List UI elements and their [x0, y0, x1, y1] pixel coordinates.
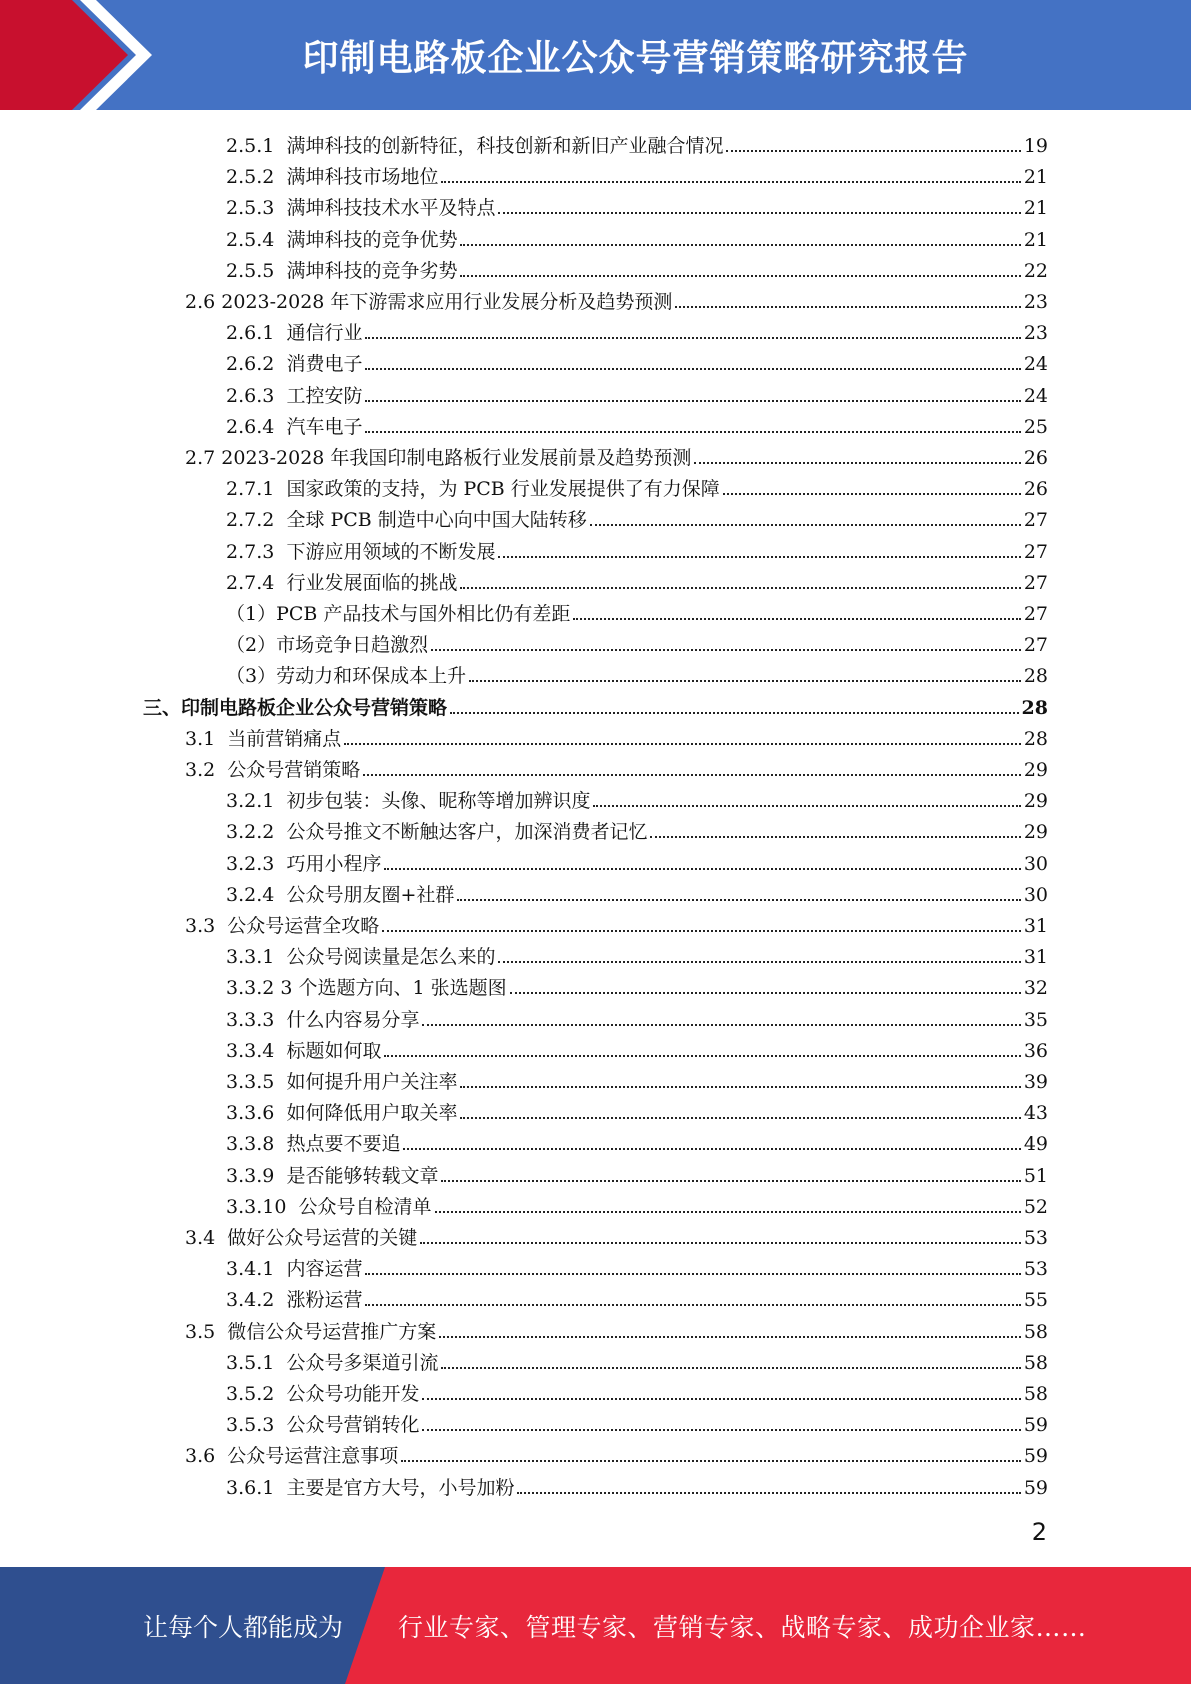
toc-entry-title: 什么内容易分享: [286, 1008, 420, 1031]
toc-entry-page: 27: [1023, 540, 1048, 563]
toc-entry[interactable]: [226, 501, 1048, 532]
toc-entry-title: 微信公众号运营推广方案: [227, 1320, 437, 1343]
toc-entry-title: 印制电路板企业公众号营销策略: [181, 696, 448, 719]
toc-entry[interactable]: [226, 314, 1048, 345]
toc-entry-number: 3.1: [185, 727, 228, 750]
toc-entry-title: 初步包装：头像、昵称等增加辨识度: [286, 790, 591, 813]
toc-entry[interactable]: [226, 127, 1048, 158]
toc-entry-number: 三、: [143, 696, 182, 719]
toc-dot-leader: [675, 305, 1020, 308]
toc-entry-title: 下游应用领域的不断发展: [286, 540, 496, 563]
toc-entry-page: 55: [1023, 1289, 1048, 1312]
toc-dot-leader: [498, 960, 1020, 963]
toc-entry-number: 3.5.3: [226, 1414, 287, 1437]
toc-entry-page: 59: [1023, 1476, 1048, 1499]
toc-entry-number: 3.3.3: [226, 1008, 287, 1031]
toc-entry-number: （2）: [226, 634, 277, 657]
toc-entry-title: 汽车电子: [286, 415, 363, 438]
toc-entry[interactable]: [226, 1469, 1048, 1500]
toc-entry-page: 27: [1023, 603, 1048, 625]
toc-entry-number: （1）: [226, 603, 277, 625]
toc-entry-number: 2.5.5: [226, 259, 287, 282]
toc-dot-leader: [498, 555, 1020, 558]
page-header: [0, 0, 1191, 110]
toc-entry-page: 27: [1023, 509, 1048, 532]
toc-entry[interactable]: [226, 595, 1048, 626]
toc-entry[interactable]: [185, 720, 1048, 751]
toc-entry-number: 3.5: [185, 1320, 228, 1343]
toc-entry-number: 2.6.3: [226, 384, 287, 407]
toc-entry-number: 3.2.1: [226, 790, 287, 813]
toc-entry-page: 28: [1021, 696, 1048, 719]
toc-entry[interactable]: [226, 564, 1048, 595]
toc-entry-page: 58: [1023, 1351, 1048, 1374]
toc-entry-page: 24: [1023, 353, 1048, 376]
toc-dot-leader: [401, 1459, 1021, 1462]
toc-entry-page: 25: [1023, 415, 1048, 438]
toc-entry-number: 2.7.3: [226, 540, 287, 563]
toc-entry-title: 劳动力和环保成本上升: [276, 665, 467, 688]
toc-entry-page: 53: [1023, 1258, 1048, 1281]
toc-dot-leader: [590, 523, 1021, 526]
toc-entry[interactable]: [226, 1125, 1048, 1156]
toc-dot-leader: [384, 867, 1020, 870]
toc-entry-page: 30: [1023, 883, 1048, 906]
toc-entry-title: 当前营销痛点: [227, 727, 342, 750]
toc-dot-leader: [460, 243, 1020, 246]
toc-dot-leader: [363, 773, 1021, 776]
toc-entry-number: 3.6: [185, 1445, 228, 1468]
toc-entry-number: 3.4.1: [226, 1258, 287, 1281]
toc-dot-leader: [344, 742, 1021, 745]
toc-entry-number: 2.5.1: [226, 135, 287, 157]
toc-entry-page: 35: [1023, 1008, 1048, 1031]
toc-entry[interactable]: [226, 189, 1048, 220]
toc-dot-leader: [460, 1085, 1020, 1088]
toc-entry-title: 3 个选题方向、1 张选题图: [280, 977, 507, 1000]
toc-entry[interactable]: [226, 657, 1048, 688]
toc-dot-leader: [365, 367, 1020, 370]
toc-entry[interactable]: [226, 1375, 1048, 1406]
toc-dot-leader: [510, 991, 1021, 994]
toc-entry-title: 涨粉运营: [286, 1289, 363, 1312]
toc-entry-title: 热点要不要追: [286, 1133, 401, 1156]
toc-dot-leader: [460, 1116, 1020, 1119]
toc-entry-number: 2.5.4: [226, 228, 287, 251]
toc-entry-number: 3.3: [185, 915, 228, 937]
toc-entry-title: 满坤科技技术水平及特点: [286, 197, 496, 220]
toc-entry[interactable]: [226, 845, 1048, 876]
toc-dot-leader: [441, 1366, 1020, 1369]
toc-dot-leader: [422, 1397, 1020, 1400]
toc-entry[interactable]: [226, 813, 1048, 844]
toc-entry-number: 3.2.2: [226, 821, 287, 844]
toc-entry[interactable]: [226, 1250, 1048, 1281]
toc-entry-title: 行业发展面临的挑战: [286, 571, 458, 594]
toc-entry-number: 3.5.2: [226, 1383, 287, 1405]
toc-entry-page: 19: [1023, 135, 1048, 157]
toc-entry-title: 如何提升用户关注率: [286, 1071, 458, 1093]
toc-entry[interactable]: [226, 158, 1048, 189]
toc-entry[interactable]: [185, 1437, 1048, 1468]
toc-entry[interactable]: [226, 470, 1048, 501]
toc-entry-title: PCB 产品技术与国外相比仍有差距: [276, 603, 571, 625]
toc-entry-title: 做好公众号运营的关键: [227, 1227, 418, 1249]
toc-dot-leader: [460, 274, 1020, 277]
toc-entry[interactable]: [185, 439, 1048, 470]
toc-entry-page: 28: [1023, 665, 1048, 688]
toc-entry-page: 29: [1023, 759, 1048, 781]
toc-entry-number: 3.5.1: [226, 1351, 287, 1374]
toc-entry-number: 3.4: [185, 1227, 228, 1249]
toc-entry-number: （3）: [226, 665, 277, 688]
footer-slogan-left: 让每个人都能成为: [143, 1612, 344, 1642]
toc-dot-leader: [422, 1023, 1020, 1026]
toc-entry-page: 26: [1023, 447, 1048, 469]
toc-entry[interactable]: [226, 1001, 1048, 1032]
toc-dot-leader: [441, 180, 1020, 183]
toc-entry[interactable]: [226, 1094, 1048, 1125]
toc-entry-number: 3.3.4: [226, 1039, 287, 1062]
toc-entry-page: 29: [1023, 790, 1048, 813]
toc-entry-title: 如何降低用户取关率: [286, 1102, 458, 1125]
toc-dot-leader: [723, 492, 1021, 495]
toc-entry-page: 53: [1023, 1227, 1048, 1249]
toc-entry-number: 3.6.1: [226, 1476, 287, 1499]
toc-entry[interactable]: [226, 1188, 1048, 1219]
toc-entry-title: 巧用小程序: [286, 852, 382, 875]
toc-entry[interactable]: [226, 626, 1048, 657]
toc-dot-leader: [384, 1054, 1020, 1057]
toc-dot-leader: [422, 1428, 1020, 1431]
toc-entry-number: 2.7: [185, 447, 222, 469]
toc-entry-title: 消费电子: [286, 353, 363, 376]
toc-dot-leader: [365, 399, 1020, 402]
toc-entry[interactable]: [226, 1032, 1048, 1063]
toc-entry-number: 2.7.2: [226, 509, 287, 532]
toc-dot-leader: [431, 648, 1021, 651]
toc-dot-leader: [382, 929, 1021, 932]
toc-entry-title: 公众号推文不断触达客户，加深消费者记忆: [286, 821, 648, 844]
toc-entry-number: 2.6.2: [226, 353, 287, 376]
toc-dot-leader: [573, 617, 1020, 620]
toc-dot-leader: [420, 1241, 1021, 1244]
toc-dot-leader: [517, 1491, 1020, 1494]
toc-entry-title: 公众号阅读量是怎么来的: [286, 946, 496, 969]
toc-entry-number: 2.6: [185, 291, 222, 313]
page-footer: [0, 1567, 1191, 1684]
toc-entry-title: 公众号多渠道引流: [286, 1351, 439, 1374]
toc-entry-number: 3.3.2: [226, 977, 281, 1000]
toc-entry-title: 通信行业: [286, 322, 363, 345]
toc-entry-page: 27: [1023, 634, 1048, 657]
toc-entry[interactable]: [226, 1281, 1048, 1312]
toc-dot-leader: [694, 461, 1020, 464]
toc-dot-leader: [726, 149, 1020, 152]
toc-entry[interactable]: [185, 751, 1048, 782]
toc-dot-leader: [441, 1179, 1020, 1182]
toc-entry[interactable]: [226, 533, 1048, 564]
toc-entry[interactable]: [226, 969, 1048, 1000]
toc-entry-title: 满坤科技的创新特征，科技创新和新旧产业融合情况: [286, 135, 724, 157]
toc-entry-page: 21: [1023, 228, 1048, 251]
toc-entry-title: 满坤科技的竞争优势: [286, 228, 458, 251]
toc-dot-leader: [435, 1210, 1021, 1213]
toc-entry[interactable]: [226, 408, 1048, 439]
toc-entry-title: 2023-2028 年我国印制电路板行业发展前景及趋势预测: [221, 447, 692, 469]
toc-entry-page: 22: [1023, 259, 1048, 282]
toc-entry-number: 3.2: [185, 759, 228, 781]
toc-entry-number: 2.7.4: [226, 571, 287, 594]
toc-entry-number: 3.2.3: [226, 852, 287, 875]
toc-entry-title: 公众号自检清单: [298, 1195, 432, 1218]
toc-entry-page: 30: [1023, 852, 1048, 875]
toc-entry-title: 满坤科技市场地位: [286, 166, 439, 189]
toc-entry[interactable]: [185, 907, 1048, 938]
toc-entry-page: 59: [1023, 1445, 1048, 1468]
toc-entry-title: 2023-2028 年下游需求应用行业发展分析及趋势预测: [221, 291, 673, 313]
toc-entry-title: 公众号运营全攻略: [227, 915, 380, 937]
toc-entry[interactable]: [185, 283, 1048, 314]
toc-entry-number: 3.3.6: [226, 1102, 287, 1125]
toc-entry-page: 49: [1023, 1133, 1048, 1156]
toc-entry-number: 2.5.3: [226, 197, 287, 220]
toc-entry-number: 2.6.1: [226, 322, 287, 345]
toc-entry-page: 29: [1023, 821, 1048, 844]
toc-dot-leader: [650, 835, 1020, 838]
toc-entry-page: 39: [1023, 1071, 1048, 1093]
toc-entry-page: 24: [1023, 384, 1048, 407]
toc-dot-leader: [457, 898, 1020, 901]
toc-entry-number: 2.6.4: [226, 415, 287, 438]
toc-entry[interactable]: [226, 345, 1048, 376]
toc-entry-page: 23: [1023, 322, 1048, 345]
toc-entry-title: 内容运营: [286, 1258, 363, 1281]
toc-entry[interactable]: [226, 1406, 1048, 1437]
toc-entry-title: 市场竞争日趋激烈: [276, 634, 429, 657]
toc-entry[interactable]: [185, 1219, 1048, 1250]
toc-dot-leader: [450, 711, 1019, 714]
report-title: 印制电路板企业公众号营销策略研究报告: [302, 37, 969, 79]
toc-entry[interactable]: [226, 377, 1048, 408]
toc-entry-page: 32: [1023, 977, 1048, 1000]
toc-entry-page: 43: [1023, 1102, 1048, 1125]
toc-entry[interactable]: [185, 1313, 1048, 1344]
toc-entry-page: 23: [1023, 291, 1048, 313]
toc-entry[interactable]: [226, 1063, 1048, 1094]
toc-dot-leader: [365, 1272, 1020, 1275]
toc-entry[interactable]: [226, 252, 1048, 283]
page-number: 2: [1031, 1518, 1047, 1546]
toc-entry-title: 工控安防: [286, 384, 363, 407]
toc-entry-number: 2.5.2: [226, 166, 287, 189]
footer-slogan-right: 行业专家、管理专家、营销专家、战略专家、成功企业家……: [398, 1612, 1087, 1642]
toc-entry-number: 3.3.1: [226, 946, 287, 969]
toc-entry[interactable]: [143, 689, 1048, 720]
toc-entry-number: 2.7.1: [226, 478, 287, 501]
toc-entry-title: 全球 PCB 制造中心向中国大陆转移: [286, 509, 587, 532]
toc-entry-page: 36: [1023, 1039, 1048, 1062]
toc-entry-page: 27: [1023, 571, 1048, 594]
toc-entry-title: 满坤科技的竞争劣势: [286, 259, 458, 282]
toc-entry-number: 3.4.2: [226, 1289, 287, 1312]
toc-entry-page: 51: [1023, 1164, 1048, 1187]
toc-entry[interactable]: [226, 938, 1048, 969]
toc-entry-title: 公众号朋友圈+社群: [286, 883, 455, 906]
toc-entry-page: 21: [1023, 166, 1048, 189]
toc-dot-leader: [469, 679, 1021, 682]
toc-dot-leader: [365, 336, 1020, 339]
toc-entry[interactable]: [226, 782, 1048, 813]
toc-entry-number: 3.3.10: [226, 1195, 299, 1218]
toc-entry-page: 31: [1023, 946, 1048, 969]
toc-dot-leader: [498, 211, 1020, 214]
toc-entry[interactable]: [226, 876, 1048, 907]
toc-entry-title: 公众号功能开发: [286, 1383, 420, 1405]
toc-entry-title: 是否能够转载文章: [286, 1164, 439, 1187]
toc-dot-leader: [365, 1303, 1020, 1306]
toc-entry-title: 国家政策的支持，为 PCB 行业发展提供了有力保障: [286, 478, 720, 501]
toc-entry-page: 31: [1023, 915, 1048, 937]
toc-entry-number: 3.3.5: [226, 1071, 287, 1093]
toc-entry-page: 58: [1023, 1320, 1048, 1343]
toc-entry-title: 公众号营销转化: [286, 1414, 420, 1437]
toc-entry[interactable]: [226, 221, 1048, 252]
toc-dot-leader: [365, 430, 1020, 433]
toc-entry-page: 58: [1023, 1383, 1048, 1405]
toc-entry-title: 公众号营销策略: [227, 759, 361, 781]
toc-entry-number: 3.3.8: [226, 1133, 287, 1156]
toc-entry-page: 28: [1023, 727, 1048, 750]
toc-entry-title: 主要是官方大号，小号加粉: [286, 1476, 515, 1499]
toc-dot-leader: [593, 804, 1020, 807]
toc-entry-page: 59: [1023, 1414, 1048, 1437]
toc-entry-title: 标题如何取: [286, 1039, 382, 1062]
toc-entry-title: 公众号运营注意事项: [227, 1445, 399, 1468]
toc-dot-leader: [460, 586, 1020, 589]
toc-dot-leader: [439, 1335, 1021, 1338]
toc-entry[interactable]: [226, 1157, 1048, 1188]
toc-entry-number: 3.2.4: [226, 883, 287, 906]
toc-entry[interactable]: [226, 1344, 1048, 1375]
toc-entry-page: 52: [1023, 1195, 1048, 1218]
toc-dot-leader: [403, 1147, 1020, 1150]
toc-entry-page: 26: [1023, 478, 1048, 501]
toc-entry-number: 3.3.9: [226, 1164, 287, 1187]
toc-entry-page: 21: [1023, 197, 1048, 220]
